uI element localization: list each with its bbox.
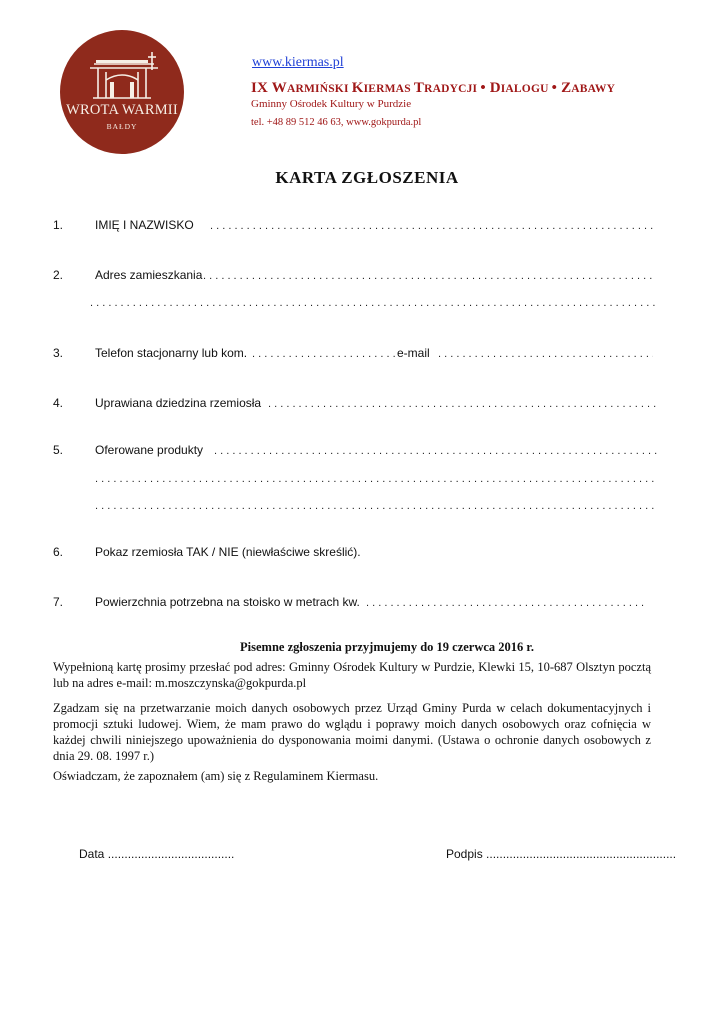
- event-title-part: • Z: [551, 80, 572, 96]
- item-number: 7.: [53, 595, 64, 609]
- website-link[interactable]: www.kiermas.pl: [252, 55, 344, 70]
- phone-fill-line[interactable]: [252, 348, 395, 364]
- address-fill-line[interactable]: [203, 270, 656, 286]
- declaration-paragraph: Oświadczam, że zapoznałem (am) się z Regulaminem Kiermasu.: [53, 769, 379, 783]
- area-fill-line[interactable]: [366, 597, 646, 613]
- deadline-notice: Pisemne zgłoszenia przyjmujemy do 19 czerwca 2016 r.: [240, 640, 534, 654]
- item-number: 4.: [53, 396, 64, 410]
- event-title: [251, 80, 615, 97]
- item-label-name: IMIĘ I NAZWISKO: [95, 218, 194, 232]
- send-info-paragraph: Wypełnioną kartę prosimy przesłać pod adres: Gminny Ośrodek Kultury w Purdzie, Klewki 15, 10-687 Olsztyn pocztą lub na adres e-mail: m.moszczynska@gokpurda.pl: [53, 660, 651, 690]
- address-fill-line-2[interactable]: [90, 297, 656, 313]
- date-label: Data: [79, 847, 105, 861]
- gate-icon: [60, 30, 184, 154]
- event-title-part: T: [413, 80, 425, 96]
- date-fill-line[interactable]: ......................................: [107, 847, 235, 861]
- event-title-part: IX W: [251, 80, 287, 96]
- products-fill-line[interactable]: [214, 445, 658, 461]
- signature-fill-line[interactable]: .........................................................: [486, 847, 677, 861]
- event-title-part: IERMAS: [363, 83, 414, 95]
- organizer-name: Gminny Ośrodek Kultury w Purdzie: [251, 98, 412, 110]
- item-label-phone: Telefon stacjonarny lub kom.: [95, 346, 248, 360]
- signature-label: Podpis: [446, 847, 483, 861]
- item-label-email: e-mail: [397, 346, 430, 360]
- item-label-demo[interactable]: Pokaz rzemiosła TAK / NIE (niewłaściwe skreślić).: [95, 545, 361, 559]
- event-title-part: • D: [480, 80, 501, 96]
- event-title-part: ABAWY: [571, 83, 616, 95]
- data-consent-paragraph: Zgadzam się na przetwarzanie moich danych osobowych przez Urząd Gminy Purda w celach dokumentacyjnych i promocji sztuki ludowej. Wiem, że mam prawo do wglądu i poprawy moich danych osobowych oraz cofnięcia w każdej chwili niniejszego upoważnienia do dysponowania moimi danymi. (Ustawa o ochronie danych osobowych z dnia 29. 08. 1997 r.): [53, 701, 651, 763]
- item-label-area: Powierzchnia potrzebna na stoisko w metrach kw.: [95, 595, 360, 609]
- email-fill-line[interactable]: [438, 348, 653, 364]
- item-label-craft: Uprawiana dziedzina rzemiosła: [95, 396, 262, 410]
- item-label-products: Oferowane produkty: [95, 443, 204, 457]
- name-fill-line[interactable]: [210, 220, 654, 236]
- item-number: 6.: [53, 545, 64, 559]
- item-number: 5.: [53, 443, 64, 457]
- wrota-warmii-logo: [60, 30, 184, 154]
- item-number: 1.: [53, 218, 64, 232]
- contact-info: tel. +48 89 512 46 63, www.gokpurda.pl: [251, 117, 422, 128]
- products-fill-line-3[interactable]: [95, 500, 658, 516]
- event-title-part: IALOGU: [500, 83, 552, 95]
- item-number: 2.: [53, 268, 64, 282]
- date-field[interactable]: [79, 847, 234, 861]
- item-number: 3.: [53, 346, 64, 360]
- event-title-part: K: [351, 80, 364, 96]
- signature-field[interactable]: [446, 847, 676, 861]
- event-title-part: RADYCJI: [424, 83, 481, 95]
- form-title: KARTA ZGŁOSZENIA: [275, 168, 459, 187]
- products-fill-line-2[interactable]: [95, 473, 658, 489]
- craft-fill-line[interactable]: [268, 398, 657, 414]
- logo-subtitle: BAŁDY: [106, 122, 138, 131]
- logo-title: WROTA WARMII: [66, 102, 178, 118]
- event-title-part: ARMIŃSKI: [286, 83, 352, 95]
- item-label-address: Adres zamieszkania: [95, 268, 203, 282]
